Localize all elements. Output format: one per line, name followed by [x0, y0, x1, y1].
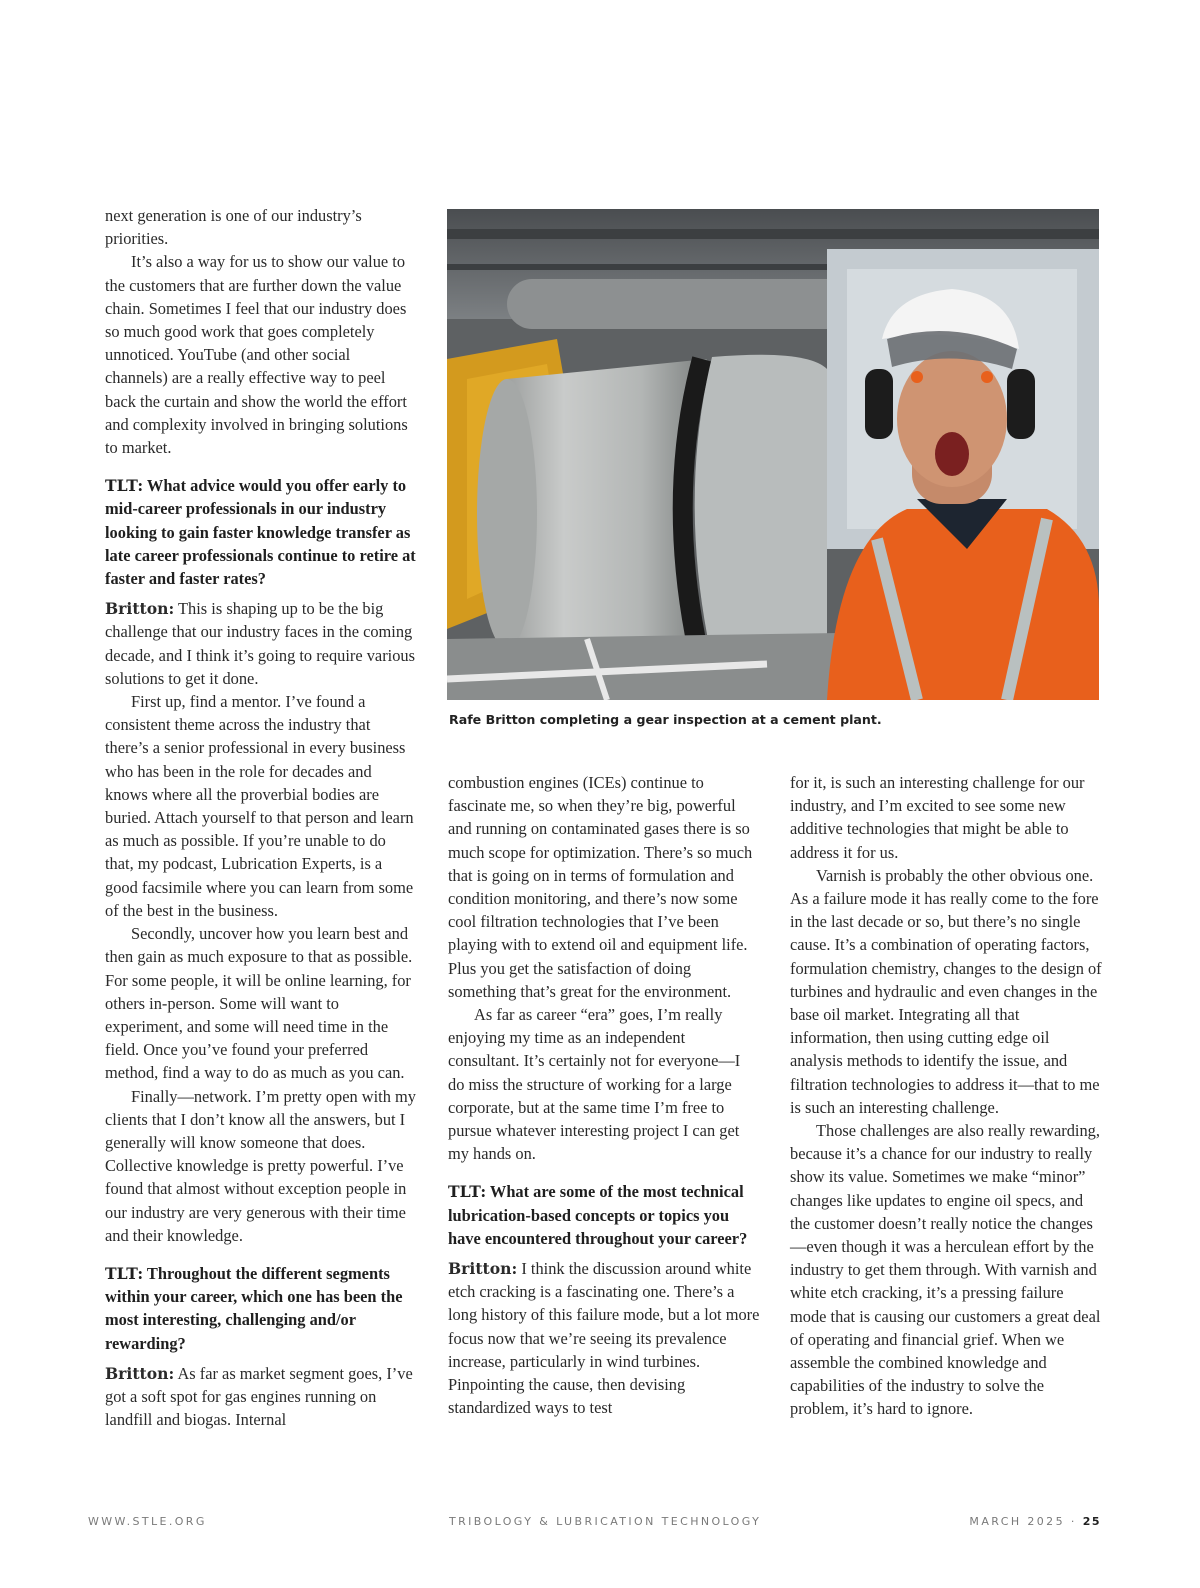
- question-text: Throughout the different segments within your career, which one has been the most interesting, challenging and/or rewarding?: [105, 1263, 403, 1353]
- speaker-label: Britton:: [105, 1363, 175, 1383]
- speaker-label: TLT:: [105, 476, 144, 496]
- footer-publication: TRIBOLOGY & LUBRICATION TECHNOLOGY: [449, 1515, 762, 1528]
- photo-caption: Rafe Britton completing a gear inspection at a cement plant.: [449, 712, 882, 727]
- answer: [105, 597, 417, 690]
- speaker-label: Britton:: [105, 599, 175, 619]
- article-photo: [447, 209, 1099, 700]
- paragraph: Varnish is probably the other obvious one. As a failure mode it has really come to the fore in the last decade or so, but there’s no single cause. It’s a combination of operating factors, formulation chemistry, changes to the design of turbines and hydraulic and even changes in the base oil market. Integrating all that information, then using cutting edge oil analysis methods to identify the issue, and filtration technologies to address it—that to me is such an interesting challenge.: [790, 865, 1102, 1117]
- speaker-label: TLT:: [448, 1182, 487, 1202]
- article-column-1: [105, 204, 417, 1431]
- page-number: 25: [1082, 1515, 1101, 1528]
- speaker-label: TLT:: [105, 1263, 144, 1283]
- paragraph: Secondly, uncover how you learn best and then gain as much exposure to that as possible. For some people, it will be online learning, for others in-person. Some will want to experiment, and some will need time in the field. Once you’ve found your preferred method, find a way to do as much as you can.: [105, 924, 413, 1083]
- paragraph: As far as career “era” goes, I’m really enjoying my time as an independent consultant. It’s certainly not for everyone—I do miss the structure of working for a large corporate, but at the same time I’m free to pursue whatever interesting project I can get my hands on.: [448, 1005, 741, 1164]
- paragraph: combustion engines (ICEs) continue to fascinate me, so when they’re big, powerful and running on contaminated gases there is so much scope for optimization. There’s so much that is going on in terms of formulation and condition monitoring, and there’s now some cool filtration technologies that I’ve been playing with to extend oil and equipment life. Plus you get the satisfaction of doing something that’s great for the environment.: [448, 773, 753, 1001]
- footer-website: WWW.STLE.ORG: [88, 1515, 207, 1528]
- paragraph: for it, is such an interesting challenge for our industry, and I’m excited to see some new additive technologies that might be able to address it for us.: [790, 773, 1085, 862]
- question-text: What are some of the most technical lubrication-based concepts or topics you have encountered throughout your career?: [448, 1182, 748, 1248]
- photo-illustration: [447, 209, 1099, 700]
- paragraph: next generation is one of our industry’s priorities.: [105, 206, 362, 249]
- article-column-2: [448, 771, 760, 1419]
- question-text: What advice would you offer early to mid-career professionals in our industry looking to gain faster knowledge transfer as late career professionals continue to retire at faster and faster rates?: [105, 476, 416, 589]
- question: [105, 1262, 417, 1355]
- answer: [448, 1257, 760, 1419]
- paragraph: It’s also a way for us to show our value to the customers that are further down the value chain. Sometimes I feel that our industry does so much good work that goes completely unnoticed. YouTube (and other social channels) are a really effective way to peel back the curtain and show the world the effort and complexity involved in bringing solutions to market.: [105, 252, 408, 458]
- answer-text: As far as market segment goes, I’ve got a soft spot for gas engines running on landfill and biogas. Internal: [105, 1363, 413, 1430]
- paragraph: First up, find a mentor. I’ve found a consistent theme across the industry that there’s a senior professional in every business who has been in the role for decades and knows where all the proverbial bodies are buried. Attach yourself to that person and learn as much as possible. If you’re unable to do that, my podcast, Lubrication Experts, is a good facsimile where you can learn from some of the best in the business.: [105, 692, 414, 920]
- article-column-3: [790, 771, 1102, 1421]
- question: [448, 1180, 760, 1250]
- paragraph: Finally—network. I’m pretty open with my clients that I don’t know all the answers, but I generally will know someone that does. Collective knowledge is pretty powerful. I’ve found that almost without exception people in our industry are very generous with their time and their knowledge.: [105, 1086, 416, 1245]
- footer-date-page: [969, 1515, 1101, 1528]
- question: [105, 474, 417, 590]
- answer-text: I think the discussion around white etch cracking is a fascinating one. There’s a long history of this failure mode, but a lot more focus now that we’re seeing its prevalence increase, particularly in wind turbines. Pinpointing the cause, then devising standardized ways to test: [448, 1259, 760, 1418]
- speaker-label: Britton:: [448, 1259, 518, 1279]
- answer: [105, 1362, 417, 1432]
- paragraph: Those challenges are also really rewarding, because it’s a chance for our industry to really show its value. Sometimes we make “minor” changes like updates to engine oil specs, and the customer doesn’t really notice the changes—even though it was a herculean effort by the industry to get them through. With varnish and white etch cracking, it’s a pressing failure mode that is causing our customers a great deal of operating and financial grief. When we assemble the combined knowledge and capabilities of the industry to solve the problem, it’s hard to ignore.: [790, 1121, 1101, 1419]
- answer-text: This is shaping up to be the big challenge that our industry faces in the coming decade, and I think it’s going to require various solutions to get it done.: [105, 599, 415, 688]
- footer-date: MARCH 2025 ·: [969, 1515, 1077, 1528]
